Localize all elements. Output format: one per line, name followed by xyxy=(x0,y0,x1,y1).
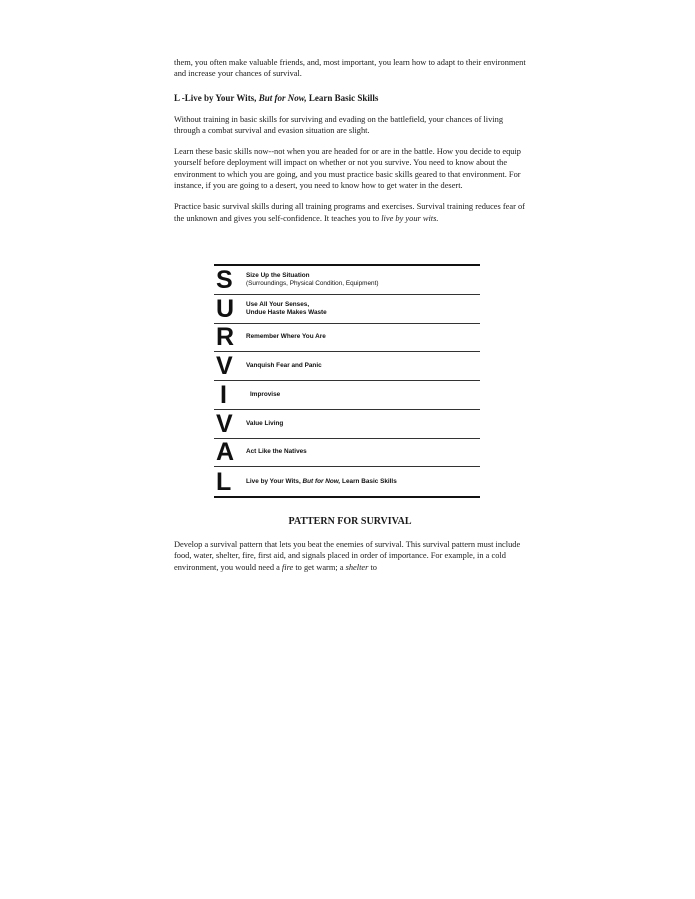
paragraph-1: Without training in basic skills for surviving and evading on the battlefield, your chances of living through a combat survival and evasion situation are slight. xyxy=(174,114,504,135)
row-line-1: Live by Your Wits, xyxy=(246,477,303,485)
table-row xyxy=(214,352,480,381)
p4-italic-2: shelter xyxy=(345,562,369,572)
table-row xyxy=(214,324,480,353)
row-italic: But for Now, xyxy=(302,477,341,485)
page-body xyxy=(174,57,526,224)
acronym-description xyxy=(246,272,379,288)
p4-text-1: Develop a survival pattern that lets you beat the enemies of survival. This survival pattern must include food, water, shelter, fire, first aid, and signals placed in order of importance. For example, in a cold environment, you would need a xyxy=(174,540,521,572)
table-row xyxy=(214,266,480,295)
row-line-1: Size Up the Situation xyxy=(246,271,310,279)
acronym-letter: A xyxy=(216,438,235,467)
row-line-2: Undue Haste Makes Waste xyxy=(246,308,327,316)
paragraph-4 xyxy=(174,539,526,573)
row-line-2: (Surroundings, Physical Condition, Equipment) xyxy=(246,279,379,287)
pattern-title: PATTERN FOR SURVIVAL xyxy=(288,516,412,527)
heading-italic: But for Now, xyxy=(258,92,307,103)
heading-prefix: L -Live by Your Wits, xyxy=(174,92,259,103)
acronym-letter: U xyxy=(216,294,235,323)
acronym-letter: I xyxy=(220,380,227,409)
acronym-letter: V xyxy=(216,352,233,381)
heading-suffix: Learn Basic Skills xyxy=(306,92,379,103)
table-row xyxy=(214,467,480,496)
acronym-description: Improvise xyxy=(250,390,281,398)
table-row xyxy=(214,410,480,439)
acronym-letter: L xyxy=(216,467,232,496)
paragraph-3-italic: live by your wits. xyxy=(381,213,439,223)
acronym-letter: S xyxy=(216,265,233,294)
acronym-description: Vanquish Fear and Panic xyxy=(246,362,322,370)
row-line-1-suffix: Learn Basic Skills xyxy=(340,477,397,485)
section-heading xyxy=(174,93,526,103)
acronym-description: Remember Where You Are xyxy=(246,333,326,341)
acronym-description: Value Living xyxy=(246,419,284,427)
p4-italic-1: fire xyxy=(281,562,294,572)
p4-text-2: to get warm; a xyxy=(293,562,346,572)
bottom-body xyxy=(174,539,526,573)
paragraph-3 xyxy=(174,201,526,224)
acronym-description xyxy=(246,301,327,317)
survival-acronym-table xyxy=(214,264,480,498)
table-row xyxy=(214,381,480,410)
table-row xyxy=(214,439,480,468)
acronym-description xyxy=(246,478,397,486)
acronym-description: Act Like the Natives xyxy=(246,448,307,456)
table-row xyxy=(214,295,480,324)
intro-paragraph: them, you often make valuable friends, and, most important, you learn how to adapt to their environment and increase your chances of survival. xyxy=(174,58,526,79)
acronym-letter: R xyxy=(216,323,235,352)
row-line-1: Use All Your Senses, xyxy=(246,300,310,308)
paragraph-2: Learn these basic skills now--not when you are headed for or are in the battle. How you decide to equip yourself before deployment will impact on whether or not you survive. You need to know about the environment to which you are going, and you must practice basic skills geared to that environment. For instance, if you are going to a desert, you need to know how to get water in the desert. xyxy=(174,147,521,191)
acronym-letter: V xyxy=(216,409,233,438)
paragraph-3-text: Practice basic survival skills during all training programs and exercises. Survival training reduces fear of the unknown and gives you self-confidence. It teaches you to xyxy=(174,202,525,223)
p4-text-3: to xyxy=(368,562,377,572)
